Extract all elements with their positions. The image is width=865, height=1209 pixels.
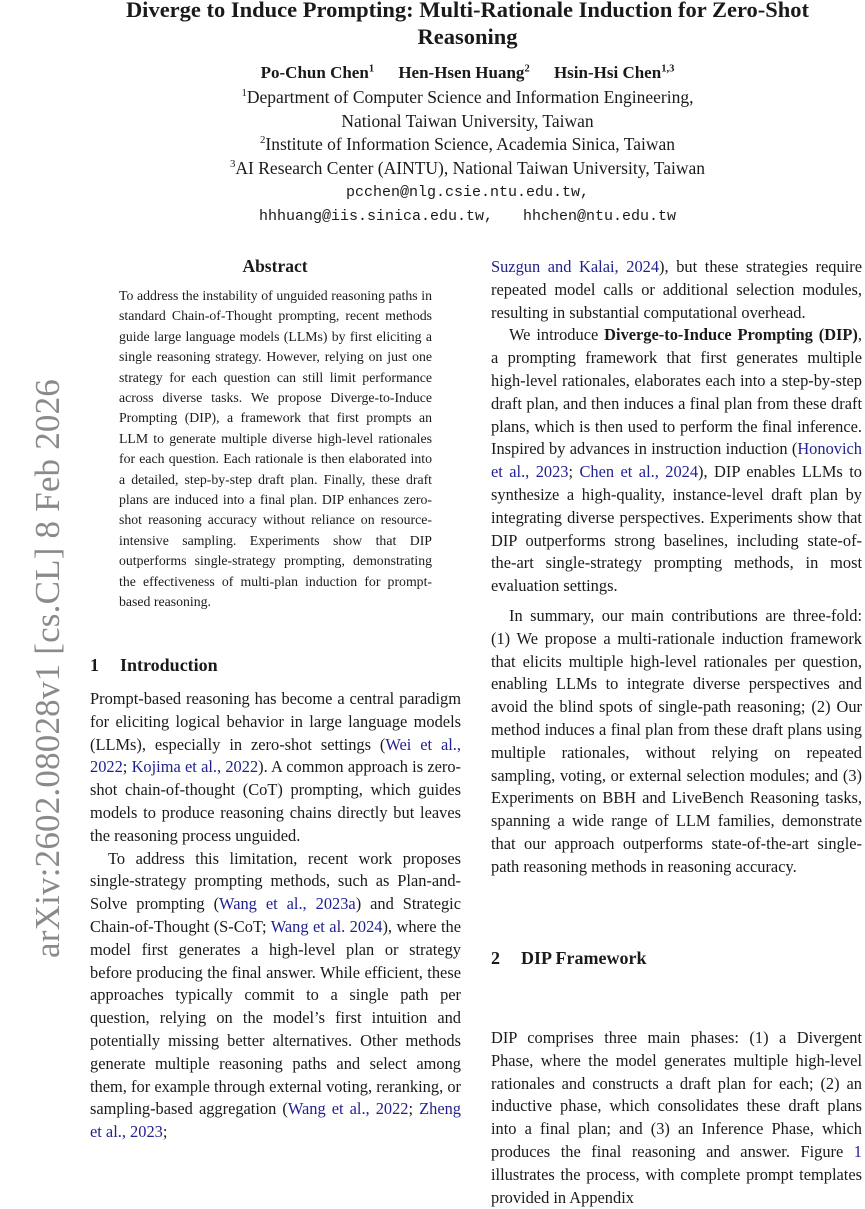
text: ), but these strategies require repeated model calls or additional selection modules, resulting in substantial computational overhead.: [491, 257, 862, 322]
citation-link[interactable]: Wang et al., 2022: [287, 1099, 409, 1119]
text: ;: [162, 1122, 168, 1142]
affiliation-text: Institute of Information Science, Academia Sinica, Taiwan: [265, 134, 675, 154]
abstract-body: To address the instability of unguided reasoning paths in standard Chain-of-Thought prompting, recent methods guide large language models (LLMs) by first eliciting a single reasoning strategy. However, relying on just one strategy for each question can still limit performance across diverse tasks. We propose Diverge-to-Induce Prompting (DIP), a framework that first prompts an LLM to generate multiple diverse high-level rationales for each question. Each rationale is then elaborated into a detailed, step-by-step draft plan. Finally, these draft plans are induced into a final plan. DIP enhances zero-shot reasoning accuracy without reliance on resource-intensive sampling. Experiments show that DIP outperforms single-strategy prompting, demonstrating the effectiveness of multi-plan induction for prompt-based reasoning.: [119, 288, 432, 610]
author: [261, 63, 374, 82]
affiliation-text: National Taiwan University, Taiwan: [341, 110, 594, 131]
author: [554, 63, 674, 82]
title-line-1: Diverge to Induce Prompting: Multi-Rationale Induction for Zero-Shot: [125, 0, 810, 22]
citation-link[interactable]: Suzgun and Kalai, 2024: [491, 257, 660, 276]
author-name: Hsin-Hsi Chen: [553, 63, 662, 82]
text: ), where the model first generates a high-level plan or strategy before producing the final answer. While efficient, these approaches typically commit to a single path per question, relying on the model’s first intuition and potentially missing better alternatives. Other methods generate multiple reasoning paths and select among them, for example through external voting, reranking, or sampling-based aggregation (: [90, 916, 462, 1119]
email-address: hhchen@ntu.edu.tw: [523, 208, 677, 225]
author: [398, 63, 529, 82]
author-name: Hen-Hsen Huang: [398, 63, 525, 82]
paragraph: [491, 1027, 862, 1209]
author-name: Po-Chun Chen: [260, 63, 369, 82]
paragraph: [90, 848, 461, 1144]
intro-column-right: [491, 256, 862, 879]
email-address: hhhuang@iis.sinica.edu.tw,: [258, 208, 493, 225]
section-number: 2: [491, 948, 500, 968]
author-affiliation-marker: 1,3: [661, 63, 675, 75]
intro-column-left: [90, 688, 461, 1144]
text: ). A common approach is zero-shot chain-of-thought (CoT) prompting, which guides models to produce reasoning chains directly but leaves the reasoning process unguided.: [90, 757, 462, 845]
abstract-heading: Abstract: [242, 256, 308, 276]
citation-link[interactable]: Wang et al. 2024: [270, 916, 383, 936]
author-affiliation-marker: 1: [368, 63, 375, 75]
text: DIP comprises three main phases: (1) a Divergent Phase, where the model generates multiple high-level rationales and constructs a draft plan for each; (2) an inductive phase, which consolidates these draft plans into a final plan; and (3) an Inference Phase, which produces the final reasoning and answer. Figure: [491, 1028, 862, 1161]
arxiv-identifier-stamp: [0, 0, 67, 1200]
title-line-2: Reasoning: [417, 24, 518, 49]
section-heading-introduction: [90, 655, 218, 676]
affiliation-marker: 1: [241, 87, 247, 100]
text: To address this limitation, recent work proposes single-strategy prompting methods, such as Plan-and-Solve prompting (: [90, 848, 461, 914]
text: ), DIP enables LLMs to synthesize a high-quality, instance-level draft plan by integrating diverse perspectives. Experiments show that DIP outperforms strong baselines, including state-of-the-art single-strategy prompting methods, in most evaluation settings.: [491, 462, 862, 596]
citation-link[interactable]: Wang et al., 2023a: [219, 894, 356, 914]
affiliation-text: Department of Computer Science and Information Engineering,: [246, 87, 694, 107]
text: ;: [568, 462, 580, 482]
email-line-2: [70, 205, 865, 229]
paragraph-continued: [491, 256, 862, 324]
citation-link[interactable]: Kojima et al., 2022: [131, 757, 259, 777]
affiliation-text: AI Research Center (AINTU), National Taiwan University, Taiwan: [235, 158, 705, 178]
citation-link[interactable]: Zheng et al., 2023: [90, 1099, 461, 1142]
paragraph: In summary, our main contributions are three-fold: (1) We propose a multi-rationale induction framework that elicits multiple high-level rationales per question, enabling LLMs to integrate diverse perspectives and avoid the blind spots of single-path reasoning; (2) Our method induces a final plan from these draft plans using multiple rationales, without relying on repeated sampling, voting, or external selection modules; and (3) Experiments on BBH and LiveBench Reasoning tasks, spanning a wide range of LLM families, demonstrate that our approach outperforms state-of-the-art single-path reasoning methods in reasoning accuracy.: [491, 605, 862, 876]
text: illustrates the process, with complete prompt templates provided in Appendix: [491, 1164, 862, 1207]
section-number: 1: [90, 655, 99, 675]
affiliation-2: [70, 133, 865, 157]
paragraph: [491, 324, 862, 598]
email-address: pcchen@nlg.csie.ntu.edu.tw,: [345, 184, 590, 201]
author-affiliation-marker: 2: [524, 63, 530, 75]
text: ;: [122, 757, 132, 777]
arxiv-stamp-text: arXiv:2602.08028v1 [cs.CL] 8 Feb 2026: [28, 378, 67, 958]
citation-link[interactable]: Chen et al., 2024: [579, 462, 699, 482]
paragraph: [90, 688, 461, 848]
email-line-1: [70, 181, 865, 205]
figure-reference-link[interactable]: 1: [853, 1141, 862, 1161]
text: Prompt-based reasoning has become a central paradigm for eliciting logical behavior in large language models (LLMs), especially in zero-shot settings (: [90, 689, 461, 754]
section-title: Introduction: [120, 655, 218, 675]
framework-column: [491, 1027, 862, 1209]
paper-title: [70, 0, 865, 50]
citation-link[interactable]: Honovich et al., 2023: [491, 439, 862, 482]
text: We introduce: [509, 325, 605, 345]
text: ;: [408, 1099, 420, 1119]
affiliation-marker: 2: [260, 134, 266, 147]
section-title: DIP Framework: [521, 948, 647, 968]
affiliation-marker: 3: [230, 158, 236, 171]
affiliation-3: [70, 157, 865, 181]
author-list: [70, 63, 865, 83]
text: ) and Strategic Chain-of-Thought (S-CoT;: [90, 894, 462, 936]
affiliation-1: [70, 86, 865, 133]
citation-link[interactable]: Wei et al., 2022: [90, 734, 461, 777]
text: , a prompting framework that first generates multiple high-level rationales, elaborates each into a step-by-step draft plan, and then induces a final plan from these draft plans, which is then used to perform the final inference. Inspired by advances in instruction induction (: [491, 325, 862, 459]
method-name-bold: Diverge-to-Induce Prompting (DIP): [604, 325, 858, 345]
section-heading-dip-framework: [491, 948, 646, 969]
